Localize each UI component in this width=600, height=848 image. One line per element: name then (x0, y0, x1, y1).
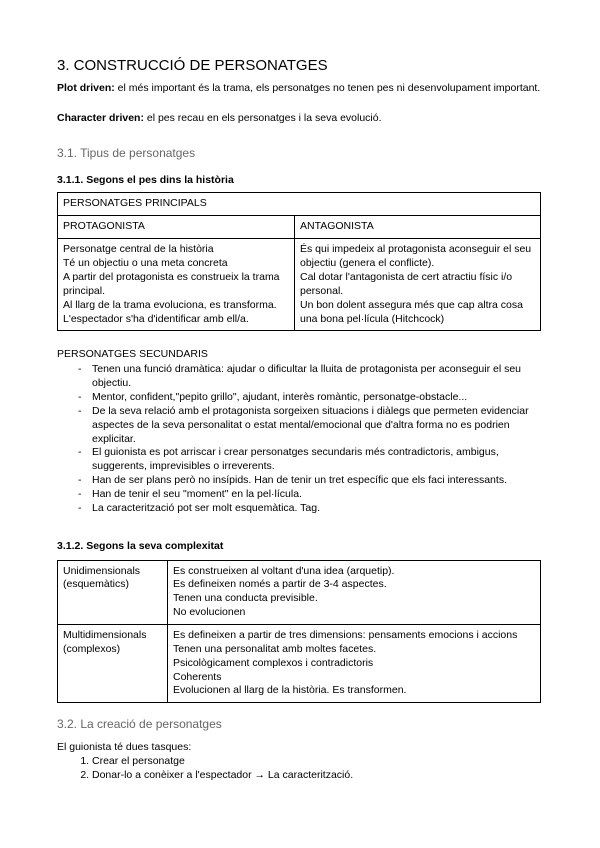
complexity-description (168, 560, 541, 624)
complexity-line: No evolucionen (173, 606, 246, 619)
complexity-label: Multidimensionals (complexos) (58, 624, 168, 702)
character-driven-paragraph (57, 112, 544, 126)
antagonista-line: Un bon dolent assegura més que cap altra cosa una bona pel·lícula (Hitchcock) (300, 298, 523, 325)
antagonista-cell (295, 239, 541, 331)
list-item: - El guionista es pot arriscar i crear personatges secundaris més contradictoris, ambigus, suggerents, imprevisibles o irreverents. (92, 446, 544, 474)
list-item: - La caracterització pot ser molt esquemàtica. Tag. (92, 502, 544, 516)
plot-driven-label: Plot driven: (57, 81, 115, 94)
section-3-1-2-heading: 3.1.2. Segons la seva complexitat (57, 539, 224, 552)
protagonista-cell (58, 239, 295, 331)
section-3-1-heading: 3.1. Tipus de personatges (57, 145, 196, 160)
antagonista-header: ANTAGONISTA (295, 216, 541, 239)
main-characters-table (57, 192, 541, 331)
complexity-line: Coherents (173, 670, 222, 683)
plot-driven-text: el més important és la trama, els personatges no tenen pes ni desenvolupament important. (114, 81, 541, 94)
main-characters-title: PERSONATGES PRINCIPALS (58, 193, 541, 216)
antagonista-line: És qui impedeix al protagonista aconseguir el seu objectiu (genera el conflicte). (300, 243, 532, 270)
list-item: 1. Crear el personatge (92, 755, 544, 769)
complexity-label: Unidimensionals (esquemàtics) (58, 560, 168, 624)
complexity-line: Es defineixen només a partir de 3-4 aspectes. (173, 578, 387, 591)
antagonista-line: Cal dotar l'antagonista de cert atractiu físic i/o personal. (300, 270, 513, 297)
section-3-2-heading: 3.2. La creació de personatges (57, 717, 222, 732)
complexity-line: Es construeixen al voltant d'una idea (arquetip). (173, 564, 395, 577)
protagonista-header: PROTAGONISTA (58, 216, 295, 239)
protagonista-line: A partir del protagonista es construeix la trama principal. (63, 270, 280, 297)
protagonista-line: Al llarg de la trama evoluciona, es transforma. (63, 298, 277, 311)
protagonista-line: L'espectador s'ha d'identificar amb ell/a. (63, 312, 249, 325)
list-item: - Mentor, confident,"pepito grillo", ajudant, interès romàntic, personatge-obstacle... (92, 391, 544, 405)
complexity-table (57, 560, 541, 704)
list-item: 2. Donar-lo a conèixer a l'espectador → La caracterització. (92, 769, 544, 783)
plot-driven-paragraph (57, 82, 544, 96)
page-title: 3. CONSTRUCCIÓ DE PERSONATGES (57, 57, 328, 74)
complexity-line: Tenen una conducta previsible. (173, 592, 318, 605)
complexity-line: Es defineixen a partir de tres dimensions: pensaments emocions i accions (173, 628, 518, 641)
secondary-characters-list (57, 363, 544, 515)
protagonista-line: Té un objectiu o una meta concreta (63, 257, 228, 270)
character-driven-label: Character driven: (57, 111, 144, 124)
list-item: - Han de tenir el seu "moment" en la pel·lícula. (92, 488, 544, 502)
complexity-line: Psicològicament complexos i contradictoris (173, 656, 374, 669)
secondary-characters-title: PERSONATGES SECUNDARIS (57, 348, 208, 361)
list-item: - Tenen una funció dramàtica: ajudar o dificultar la lluita de protagonista per aconseguir el seu objectiu. (92, 363, 544, 391)
list-item: - De la seva relació amb el protagonista sorgeixen situacions i diàlegs que permeten evidenciar aspectes de la seva personalitat o estat mental/emocional que d'altra forma no es podrien explicitar. (92, 405, 544, 447)
complexity-line: Tenen una personalitat amb moltes facetes. (173, 642, 377, 655)
list-item: - Han de ser plans però no insípids. Han de tenir un tret específic que els faci interessants. (92, 474, 544, 488)
complexity-description (168, 624, 541, 702)
tasks-list (57, 755, 544, 783)
complexity-line: Evolucionen al llarg de la història. Es transformen. (173, 684, 407, 697)
section-3-1-1-heading: 3.1.1. Segons el pes dins la història (57, 174, 234, 187)
section-3-2-intro: El guionista té dues tasques: (57, 741, 192, 754)
character-driven-text: el pes recau en els personatges i la seva evolució. (143, 111, 382, 124)
protagonista-line: Personatge central de la història (63, 243, 214, 256)
